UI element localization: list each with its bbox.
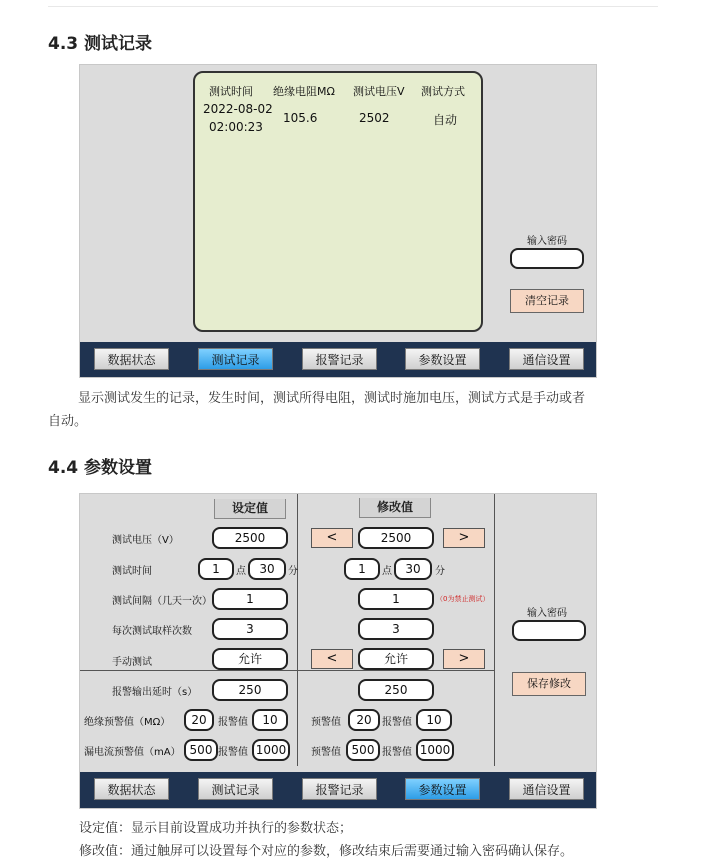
set-insul-alarm-label: 报警值 <box>218 717 248 728</box>
set-leak-warn-value: 500 <box>184 739 218 761</box>
nav-tab-test-records[interactable]: 测试记录 <box>198 348 273 370</box>
set-samples-value: 3 <box>212 618 288 640</box>
record-mode: 自动 <box>433 113 458 127</box>
nav-tab-alarm-records[interactable]: 报警记录 <box>302 348 377 370</box>
nav-tab-test-records[interactable]: 测试记录 <box>198 778 273 800</box>
label-samples: 每次测试取样次数 <box>112 626 192 637</box>
set-point-unit: 点 <box>236 566 246 577</box>
set-insul-warn-value: 20 <box>184 709 214 731</box>
mod-insul-warn-input[interactable]: 20 <box>348 709 380 731</box>
params-description-line2: 修改值：通过触屏可以设置每个对应的参数，修改结束后需要通过输入密码确认保存。 <box>79 844 574 859</box>
mod-leak-warn-input[interactable]: 500 <box>346 739 380 761</box>
nav-tab-param-settings[interactable]: 参数设置 <box>405 778 480 800</box>
mod-voltage-input[interactable]: 2500 <box>358 527 434 549</box>
top-divider <box>48 6 658 7</box>
nav-tab-data-status[interactable]: 数据状态 <box>94 348 169 370</box>
set-minute-unit: 分 <box>288 566 298 577</box>
mod-insul-alarm-input[interactable]: 10 <box>416 709 452 731</box>
records-description-line2: 自动。 <box>48 414 88 429</box>
mod-hour-input[interactable]: 1 <box>344 558 380 580</box>
mod-leak-warn-label: 预警值 <box>311 747 341 758</box>
nav-tab-comm-settings[interactable]: 通信设置 <box>509 778 584 800</box>
label-insul-warn: 绝缘预警值（MΩ） <box>84 717 171 728</box>
label-manual: 手动测试 <box>112 657 152 668</box>
nav-tab-comm-settings[interactable]: 通信设置 <box>509 348 584 370</box>
nav-bar <box>80 342 596 377</box>
params-screen <box>79 493 597 809</box>
nav-tab-data-status[interactable]: 数据状态 <box>94 778 169 800</box>
set-insul-alarm-value: 10 <box>252 709 288 731</box>
mod-insul-alarm-label: 报警值 <box>382 717 412 728</box>
records-description-line1: 显示测试发生的记录，发生时间，测试所得电阻，测试时施加电压，测试方式是手动或者 <box>78 391 586 406</box>
column-divider-1 <box>297 494 298 766</box>
row-divider <box>80 670 494 671</box>
mod-manual-input[interactable]: 允许 <box>358 648 434 670</box>
manual-prev-button[interactable]: < <box>311 649 353 669</box>
column-divider-2 <box>494 494 495 766</box>
set-value-header: 设定值 <box>214 499 286 519</box>
mod-alarm-delay-input[interactable]: 250 <box>358 679 434 701</box>
mod-minute-unit: 分 <box>435 566 445 577</box>
mod-point-unit: 点 <box>382 566 392 577</box>
section-title-4-3: 4.3 测试记录 <box>48 34 153 54</box>
mod-interval-input[interactable]: 1 <box>358 588 434 610</box>
section-title-4-4: 4.4 参数设置 <box>48 458 153 478</box>
col-header-voltage: 测试电压V <box>353 85 405 98</box>
record-time: 02:00:23 <box>209 120 263 134</box>
records-screen <box>79 64 597 378</box>
records-table <box>193 71 483 332</box>
manual-next-button[interactable]: > <box>443 649 485 669</box>
set-interval-value: 1 <box>212 588 288 610</box>
col-header-time: 测试时间 <box>209 85 253 98</box>
set-leak-alarm-label: 报警值 <box>218 747 248 758</box>
col-header-mode: 测试方式 <box>421 85 465 98</box>
mod-insul-warn-label: 预警值 <box>311 717 341 728</box>
set-alarm-delay-value: 250 <box>212 679 288 701</box>
nav-tab-alarm-records[interactable]: 报警记录 <box>302 778 377 800</box>
params-password-label: 输入密码 <box>527 608 567 619</box>
label-alarm-delay: 报警输出延时（s） <box>112 687 198 698</box>
disable-note: （0为禁止测试） <box>436 595 490 603</box>
voltage-increase-button[interactable]: > <box>443 528 485 548</box>
mod-value-header: 修改值 <box>359 498 431 518</box>
label-leak-warn: 漏电流预警值（mA） <box>84 747 181 758</box>
label-time: 测试时间 <box>112 566 152 577</box>
mod-samples-input[interactable]: 3 <box>358 618 434 640</box>
label-voltage: 测试电压（V） <box>112 535 179 546</box>
set-minute-value: 30 <box>248 558 286 580</box>
record-voltage: 2502 <box>359 111 390 125</box>
label-interval: 测试间隔（几天一次） <box>112 596 212 607</box>
voltage-decrease-button[interactable]: < <box>311 528 353 548</box>
params-password-input[interactable] <box>512 620 586 641</box>
record-resistance: 105.6 <box>283 111 318 125</box>
set-leak-alarm-value: 1000 <box>252 739 290 761</box>
password-input[interactable] <box>510 248 584 269</box>
record-date: 2022-08-02 <box>203 102 273 116</box>
nav-tab-param-settings[interactable]: 参数设置 <box>405 348 480 370</box>
clear-records-button[interactable]: 清空记录 <box>510 289 584 313</box>
set-voltage-value: 2500 <box>212 527 288 549</box>
save-changes-button[interactable]: 保存修改 <box>512 672 586 696</box>
params-description-line1: 设定值：显示目前设置成功并执行的参数状态； <box>79 821 353 836</box>
nav-bar-2 <box>80 772 596 808</box>
password-label: 输入密码 <box>527 236 567 247</box>
col-header-resistance: 绝缘电阻MΩ <box>273 85 335 98</box>
mod-minute-input[interactable]: 30 <box>394 558 432 580</box>
mod-leak-alarm-input[interactable]: 1000 <box>416 739 454 761</box>
set-manual-value: 允许 <box>212 648 288 670</box>
set-hour-value: 1 <box>198 558 234 580</box>
mod-leak-alarm-label: 报警值 <box>382 747 412 758</box>
